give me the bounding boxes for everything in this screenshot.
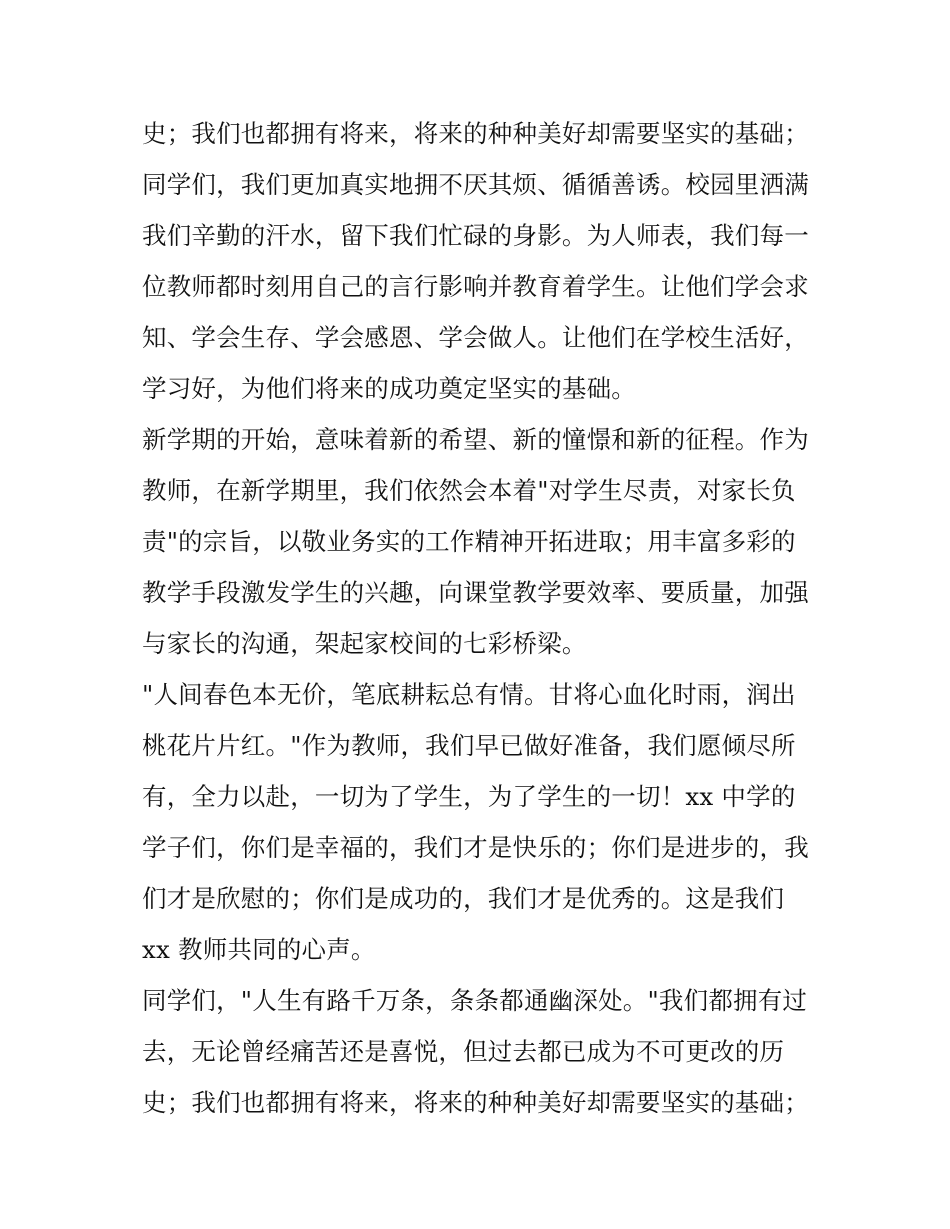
text-line: 同学们，"人生有路千万条，条条都通幽深处。"我们都拥有过 — [142, 986, 808, 1015]
text-line: 知、学会生存、学会感恩、学会做人。让他们在学校生活好， — [142, 323, 809, 352]
text-line: 教学手段激发学生的兴趣，向课堂教学要效率、要质量，加强 — [142, 578, 809, 607]
text-line: 我们辛勤的汗水，留下我们忙碌的身影。为人师表，我们每一 — [142, 221, 809, 250]
document-body — [142, 108, 822, 1128]
text-line: 们才是欣慰的；你们是成功的，我们才是优秀的。这是我们 — [142, 884, 785, 913]
text-line: 位教师都时刻用自己的言行影响并教育着学生。让他们学会求 — [142, 272, 809, 301]
text-line: 有，全力以赴，一切为了学生，为了学生的一切！xx 中学的 — [142, 782, 796, 811]
text-line: 去，无论曾经痛苦还是喜悦，但过去都已成为不可更改的历 — [142, 1037, 785, 1066]
text-line: 史；我们也都拥有将来，将来的种种美好却需要坚实的基础； — [142, 1088, 809, 1117]
text-line: 同学们，我们更加真实地拥不厌其烦、循循善诱。校园里洒满 — [142, 170, 809, 199]
text-line: 责"的宗旨，以敬业务实的工作精神开拓进取；用丰富多彩的 — [142, 527, 796, 556]
text-line: 教师，在新学期里，我们依然会本着"对学生尽责，对家长负 — [142, 476, 796, 505]
text-line: 学子们，你们是幸福的，我们才是快乐的；你们是进步的，我 — [142, 833, 809, 862]
text-line: 与家长的沟通，架起家校间的七彩桥梁。 — [142, 629, 587, 658]
text-line: 史；我们也都拥有将来，将来的种种美好却需要坚实的基础； — [142, 119, 809, 148]
text-line: 学习好，为他们将来的成功奠定坚实的基础。 — [142, 374, 636, 403]
text-line: 桃花片片红。"作为教师，我们早已做好准备，我们愿倾尽所 — [142, 731, 796, 760]
text-line: "人间春色本无价，笔底耕耘总有情。甘将心血化时雨，润出 — [142, 680, 796, 709]
text-line: 新学期的开始，意味着新的希望、新的憧憬和新的征程。作为 — [142, 425, 809, 454]
text-line: xx 教师共同的心声。 — [142, 935, 376, 964]
